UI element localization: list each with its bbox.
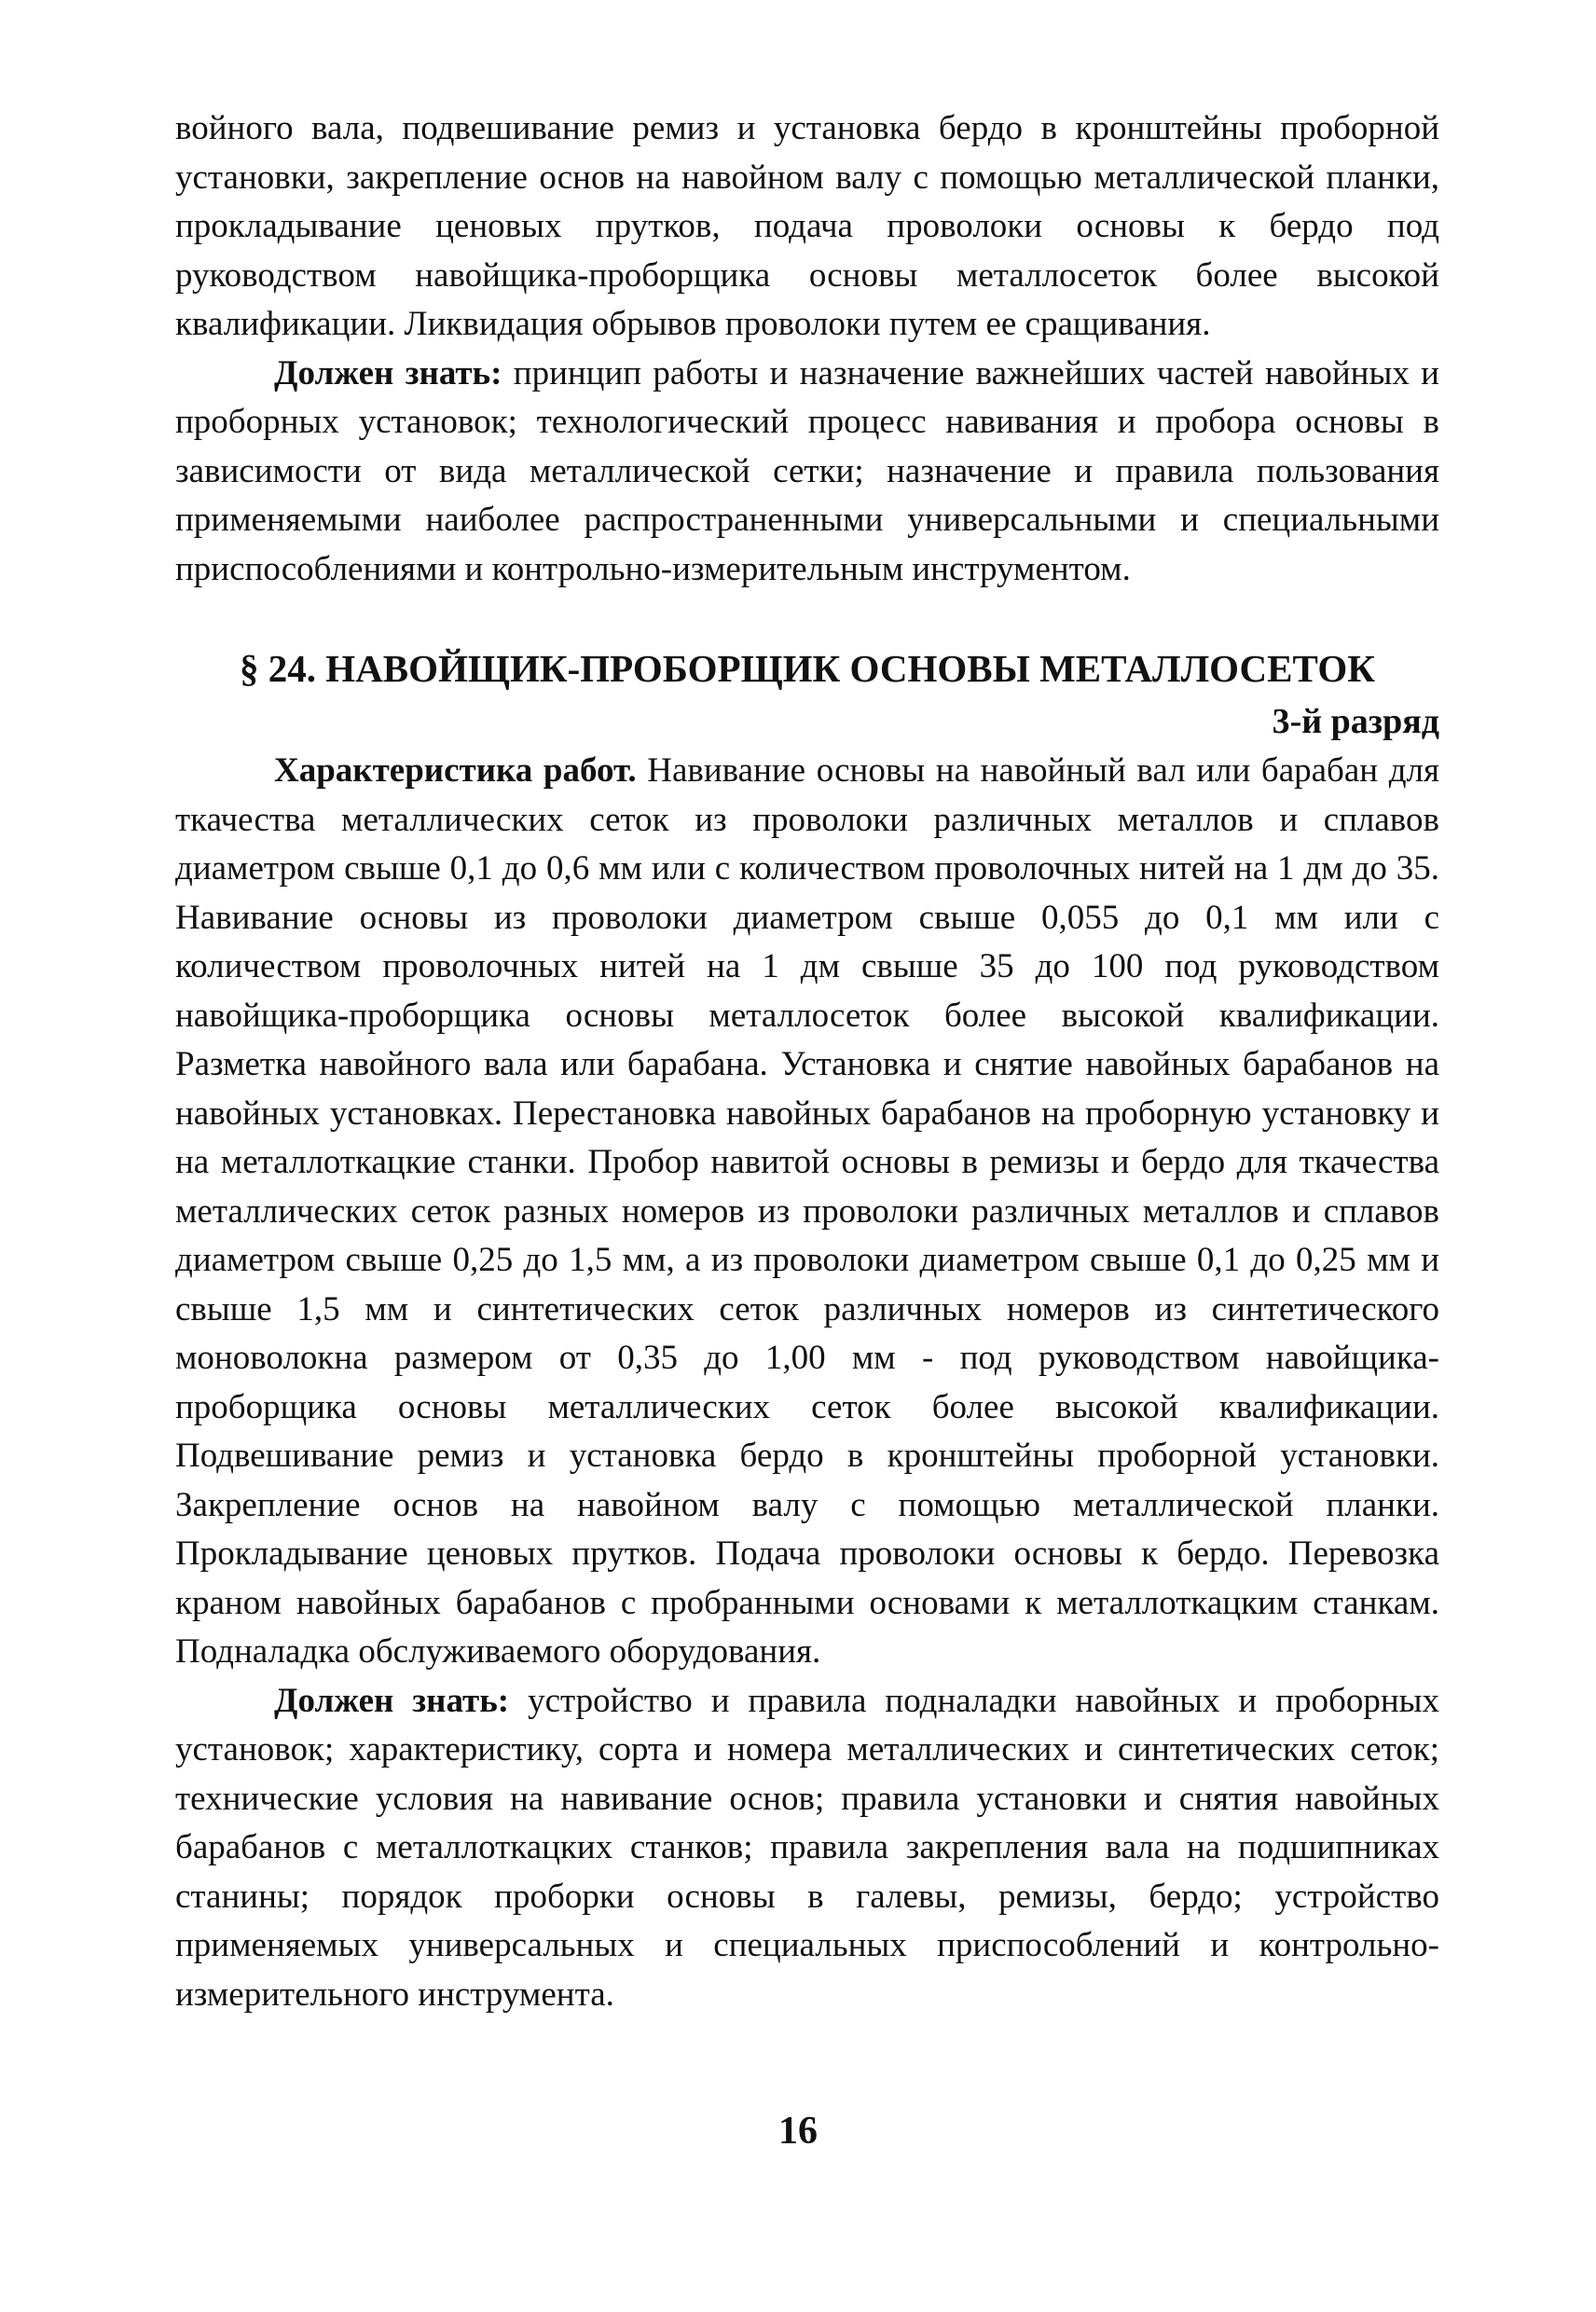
- intro-paragraph: [175, 104, 1439, 350]
- knowledge-text-2: устройство и правила подналадки навойных и проборных установок; характеристику, сорта и номера металлических и синтетических сеток; технические условия на навивание основ; правила установки и снятия навойных барабанов с металлоткацких станков; правила закрепления вала на подшипниках станины; порядок проборки основы в галевы, ремизы, бердо; устройство применяемых универсальных и специальных приспособлений и контрольно-измерительного инструмента.: [175, 1681, 1440, 2014]
- knowledge-text-1: принцип работы и назначение важнейших частей навойных и проборных установок; технологический процесс навивания и пробора основы в зависимости от вида металлической сетки; назначение и правила пользования применяемыми наиболее распространенными универсальными и специальными приспособлениями и контрольно-измерительным инструментом.: [175, 353, 1439, 588]
- document-page: [175, 104, 1439, 2019]
- knowledge-lead-1: Должен знать:: [274, 353, 502, 392]
- grade-label: 3-й разряд: [1272, 702, 1439, 741]
- section-title: § 24. НАВОЙЩИК-ПРОБОРЩИК ОСНОВЫ МЕТАЛЛОСЕТОК: [240, 647, 1375, 690]
- intro-text: войного вала, подвешивание ремиз и установка бердо в кронштейны проборной установки, закрепление основ на навойном валу с помощью металлической планки, прокладывание ценовых прутков, подача проволоки основы к бердо под руководством навойщика-проборщика основы металлосеток более высокой квалификации. Ликвидация обрывов проволоки путем ее сращивания.: [175, 109, 1439, 343]
- knowledge-lead-2: Должен знать:: [274, 1681, 510, 1720]
- knowledge-paragraph-2: [175, 1677, 1439, 2020]
- characteristics-lead: Характеристика работ.: [274, 751, 637, 790]
- page-number: 16: [778, 2110, 818, 2153]
- knowledge-paragraph-1: [175, 350, 1439, 595]
- characteristics-text: Навивание основы на навойный вал или барабан для ткачества металлических сеток из проволоки различных металлов и сплавов диаметром свыше 0,1 до 0,6 мм или с количеством проволочных нитей на 1 дм до 35. Навивание основы из проволоки диаметром свыше 0,055 до 0,1 мм или с количеством проволочных нитей на 1 дм свыше 35 до 100 под руководством навойщика-проборщика основы металлосеток более высокой квалификации. Разметка навойного вала или барабана. Установка и снятие навойных барабанов на навойных установках. Перестановка навойных барабанов на проборную установку и на металлоткацкие станки. Пробор навитой основы в ремизы и бердо для ткачества металлических сеток разных номеров из проволоки различных металлов и сплавов диаметром свыше 0,25 до 1,5 мм, а из проволоки диаметром свыше 0,1 до 0,25 мм и свыше 1,5 мм и синтетических сеток различных номеров из синтетического моноволокна размером от 0,35 до 1,00 мм - под руководством навойщика-проборщика основы металлических сеток более высокой квалификации. Подвешивание ремиз и установка бердо в кронштейны проборной установки. Закрепление основ на навойном валу с помощью металлической планки. Прокладывание ценовых прутков. Подача проволоки основы к бердо. Перевозка краном навойных барабанов с пробранными основами к металлоткацким станкам. Подналадка обслуживаемого оборудования.: [175, 751, 1440, 1671]
- characteristics-paragraph: [175, 747, 1439, 1677]
